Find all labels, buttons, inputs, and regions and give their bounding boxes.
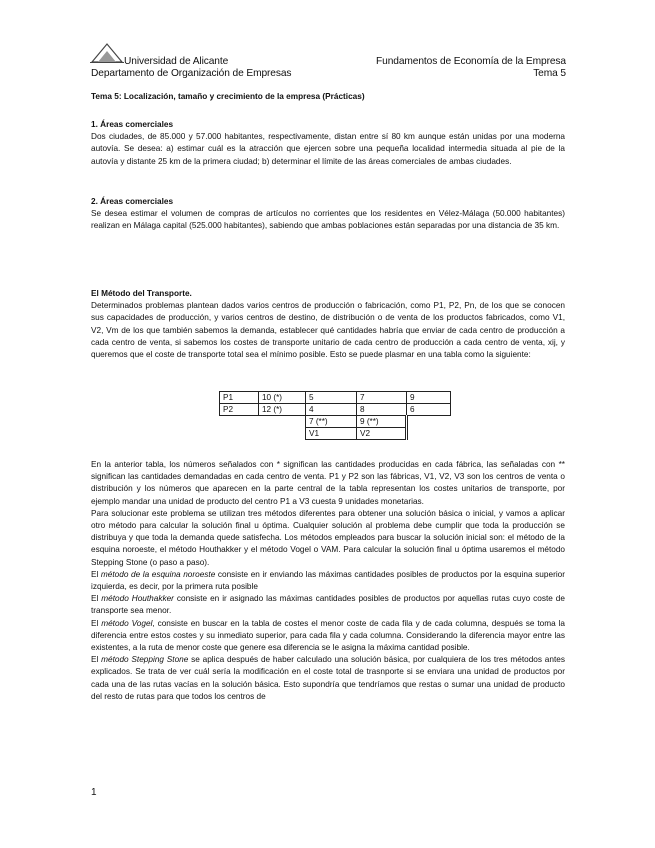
table-cell: 7 bbox=[357, 392, 407, 404]
paragraph-vogel: El método Vogel, consiste en buscar en la tabla de costes el menor coste de cada fila y de cada columna, después se toma la diferencia entre estos costes y su inmediato superior, para cada fila y cada columna. Considerando la diferencia mayor entre las existentes, a la ruta de menor coste que genere esa diferencia se le asigna la máxima cantidad posible. bbox=[91, 618, 565, 653]
section-intro: Determinados problemas plantean dados varios centros de producción o fabricación, como P1, P2, Pn, de los que se conocen sus capacidades de producción, y varios centros de destino, de distribución o de venta de los productos fabricados, como V1, V2, Vm de los que también sabemos la demanda, establecer qué cantidades habría que enviar de cada centro de producción a cada centro de venta, si sabemos los costes de transporte unitario de cada centro de producción a cada centro de venta, xij, y queremos que el coste de transporte total sea el mínimo posible. Esto se puede plasmar en una tabla como la siguiente: bbox=[91, 301, 565, 360]
method-name: método Vogel bbox=[101, 618, 153, 628]
section-heading: 1. Áreas comerciales bbox=[91, 120, 174, 129]
section-heading: El Método del Transporte. bbox=[91, 289, 192, 298]
table-cell bbox=[220, 428, 259, 440]
table-cell: 8 bbox=[357, 404, 407, 416]
transport-table bbox=[219, 391, 451, 440]
table-cell bbox=[259, 428, 306, 440]
table-cell: V1 bbox=[306, 428, 357, 440]
table-cell bbox=[259, 416, 306, 428]
university-logo-icon bbox=[90, 40, 124, 64]
section-text: Dos ciudades, de 85.000 y 57.000 habitantes, respectivamente, distan entre sí 80 km aunque están unidas por una moderna autovía. Se desea: a) estimar cuál es la atracción que ejercen sobre una pequeña localidad intermedia situada al pie de la autovía y distante 25 km de la primera ciudad; b) determinar el límite de las áreas comerciales de ambas ciudades. bbox=[91, 132, 565, 166]
table-row bbox=[220, 428, 451, 440]
table-cell: V2 bbox=[357, 428, 407, 440]
section-areas-comerciales-2 bbox=[91, 196, 565, 233]
header-university: Universidad de Alicante bbox=[124, 56, 229, 67]
table-cell: 9 bbox=[407, 392, 451, 404]
table-row bbox=[220, 392, 451, 404]
table-cell: 10 (*) bbox=[259, 392, 306, 404]
section-text: Se desea estimar el volumen de compras de artículos no corrientes que los residentes en Vélez-Málaga (50.000 habitantes) realizan en Málaga capital (525.000 habitantes), sabiendo que ambas poblaciones están separadas por una distancia de 35 km. bbox=[91, 209, 565, 231]
method-name: método de la esquina noroeste bbox=[100, 569, 216, 579]
header-course: Fundamentos de Economía de la Empresa bbox=[376, 56, 566, 67]
paragraph-houthakker: El método Houthakker consiste en ir asignado las máximas cantidades posibles de productos por aquellas rutas cuyo coste de transporte sea menor. bbox=[91, 594, 565, 616]
paragraph-methods-overview: Para solucionar este problema se utilizan tres métodos diferentes para obtener una solución básica o inicial, y vamos a aplicar otro método para calcular la solución final u óptima. Cualquier solución al problema debe cumplir que toda la producción se distribuya y que toda la demanda quede satisfecha. Los métodos empleados para buscar la solución inicial son: el método de la esquina noroeste, el método Houthakker y el método Vogel o VAM. Para calcular la solución final u óptima usaremos el método Stepping Stone (o paso a paso). bbox=[91, 508, 565, 567]
table-cell bbox=[407, 428, 451, 440]
table-cell: P1 bbox=[220, 392, 259, 404]
section-areas-comerciales-1 bbox=[91, 119, 565, 168]
table-row bbox=[220, 416, 451, 428]
table-cell bbox=[407, 416, 451, 428]
table-cell: 9 (**) bbox=[357, 416, 407, 428]
document-title: Tema 5: Localización, tamaño y crecimiento de la empresa (Prácticas) bbox=[91, 92, 365, 101]
table-cell: 5 bbox=[306, 392, 357, 404]
method-name: método Stepping Stone bbox=[101, 655, 189, 665]
header-topic: Tema 5 bbox=[533, 68, 566, 79]
section-metodo-transporte bbox=[91, 288, 565, 361]
paragraph-northwest: El método de la esquina noroeste consiste en ir enviando las máximas cantidades posibles de productos por la esquina superior izquierda, es decir, por la primera ruta posible bbox=[91, 569, 565, 592]
section-methods-explained bbox=[91, 459, 565, 703]
table-cell: 4 bbox=[306, 404, 357, 416]
paragraph-stepping-stone: El método Stepping Stone se aplica después de haber calculado una solución básica, por cualquiera de los tres métodos antes explicados. Se trata de ver cuál sería la modificación en el coste total de trasnporte si se enviara una unidad de productos por cada una de las rutas vacías en la solución básica. Esto supondría que tendríamos que restas o sumar una unidad de producto del resto de rutas para que todos los centros de bbox=[91, 655, 565, 701]
paragraph-table-explanation: En la anterior tabla, los números señalados con * significan las cantidades producidas en cada fábrica, las señaladas con ** significan las cantidades demandadas en cada centro de venta. P1 y P2 son las fábricas, V1, V2, V3 son los centros de venta o distribución y los números que aparecen en la parte central de la tabla representan los costes unitarios de transporte, por ejemplo mandar una unidad de producto del centro P1 a V3 cuesta 9 unidades monetarias. bbox=[91, 460, 565, 506]
table-row bbox=[220, 404, 451, 416]
table-cell: 12 (*) bbox=[259, 404, 306, 416]
table-cell: 7 (**) bbox=[306, 416, 357, 428]
header-department: Departamento de Organización de Empresas bbox=[91, 68, 292, 79]
page-number: 1 bbox=[91, 787, 97, 798]
method-name: método Houthakker bbox=[101, 594, 174, 604]
section-heading: 2. Áreas comerciales bbox=[91, 197, 174, 206]
table-cell bbox=[220, 416, 259, 428]
table-cell: 6 bbox=[407, 404, 451, 416]
table-cell: P2 bbox=[220, 404, 259, 416]
